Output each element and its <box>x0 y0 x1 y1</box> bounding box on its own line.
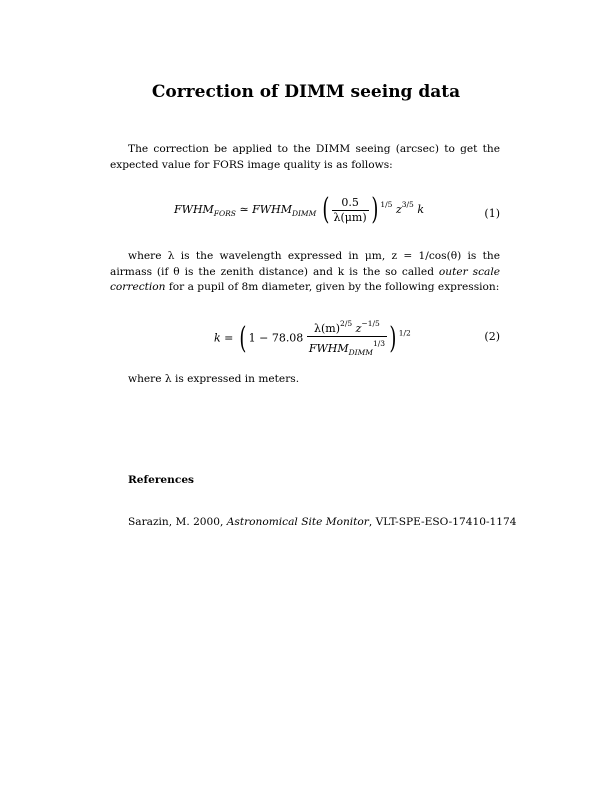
eq2-num-lambda: λ(m) <box>314 322 341 335</box>
eq2-fraction <box>307 317 387 360</box>
eq1-frac-num: 0.5 <box>332 196 369 211</box>
eq1-frac-den: λ(μm) <box>333 210 367 224</box>
para2-part2: for a pupil of 8m diameter, given by the following expression: <box>165 281 500 293</box>
eq2-frac-den <box>307 337 387 360</box>
reference-item <box>128 516 517 528</box>
eq2-den-base: FWHM <box>308 342 349 355</box>
intro-paragraph: The correction be applied to the DIMM seeing (arcsec) to get the expected value for FORS image quality is as follows: <box>110 143 500 171</box>
explanation-paragraph <box>110 249 500 296</box>
page-title: Correction of DIMM seeing data <box>151 82 461 102</box>
eq1-rhs-sub: DIMM <box>291 209 317 218</box>
eq2-one-minus: 1 − 78.08 <box>248 331 304 345</box>
equation-1-number: (1) <box>484 207 500 220</box>
eq2-left-paren: ( <box>239 320 247 356</box>
eq1-z: z <box>395 203 402 216</box>
eq2-den-sub: DIMM <box>348 348 373 357</box>
eq1-lhs-base: FWHM <box>174 203 214 216</box>
eq1-paren-exp: 1/5 <box>380 200 393 209</box>
eq1-k: k <box>417 203 424 216</box>
reference-author: Sarazin, M. 2000, <box>128 516 227 528</box>
equation-1 <box>110 192 500 235</box>
eq1-right-paren: ) <box>371 192 379 227</box>
reference-rest: , VLT-SPE-ESO-17410-1174 <box>368 516 517 528</box>
eq2-num-z: z <box>355 322 362 335</box>
references-heading: References <box>128 474 195 486</box>
equation-1-body <box>174 192 424 235</box>
eq1-fraction <box>332 196 369 225</box>
equation-2-number: (2) <box>484 330 500 343</box>
eq2-lhs: k = <box>214 331 234 345</box>
eq1-z-exp: 3/5 <box>401 200 414 209</box>
units-paragraph: where λ is expressed in meters. <box>128 373 300 385</box>
eq2-num-lambda-exp: 2/5 <box>340 319 353 328</box>
eq1-left-paren: ( <box>322 192 330 227</box>
eq1-lhs-sub: FORS <box>213 209 236 218</box>
para2-part1: where λ is the wavelength expressed in μm, z = 1/cos(θ) is the airmass (if θ is the zenith distance) and k is the so called <box>110 250 500 278</box>
eq2-right-paren: ) <box>389 320 397 356</box>
eq2-den-exp: 1/3 <box>372 339 386 348</box>
para2-emphasis: outer scale correction <box>110 265 500 293</box>
equation-2 <box>110 317 500 361</box>
eq2-frac-num <box>307 317 387 337</box>
eq1-rhs-base: FWHM <box>252 203 292 216</box>
equation-2-body <box>214 317 411 361</box>
reference-title: Astronomical Site Monitor <box>226 516 369 528</box>
eq2-paren-exp: 1/2 <box>398 328 411 338</box>
eq2-num-z-exp: −1/5 <box>361 319 380 328</box>
eq1-relation: ≃ <box>239 203 249 216</box>
